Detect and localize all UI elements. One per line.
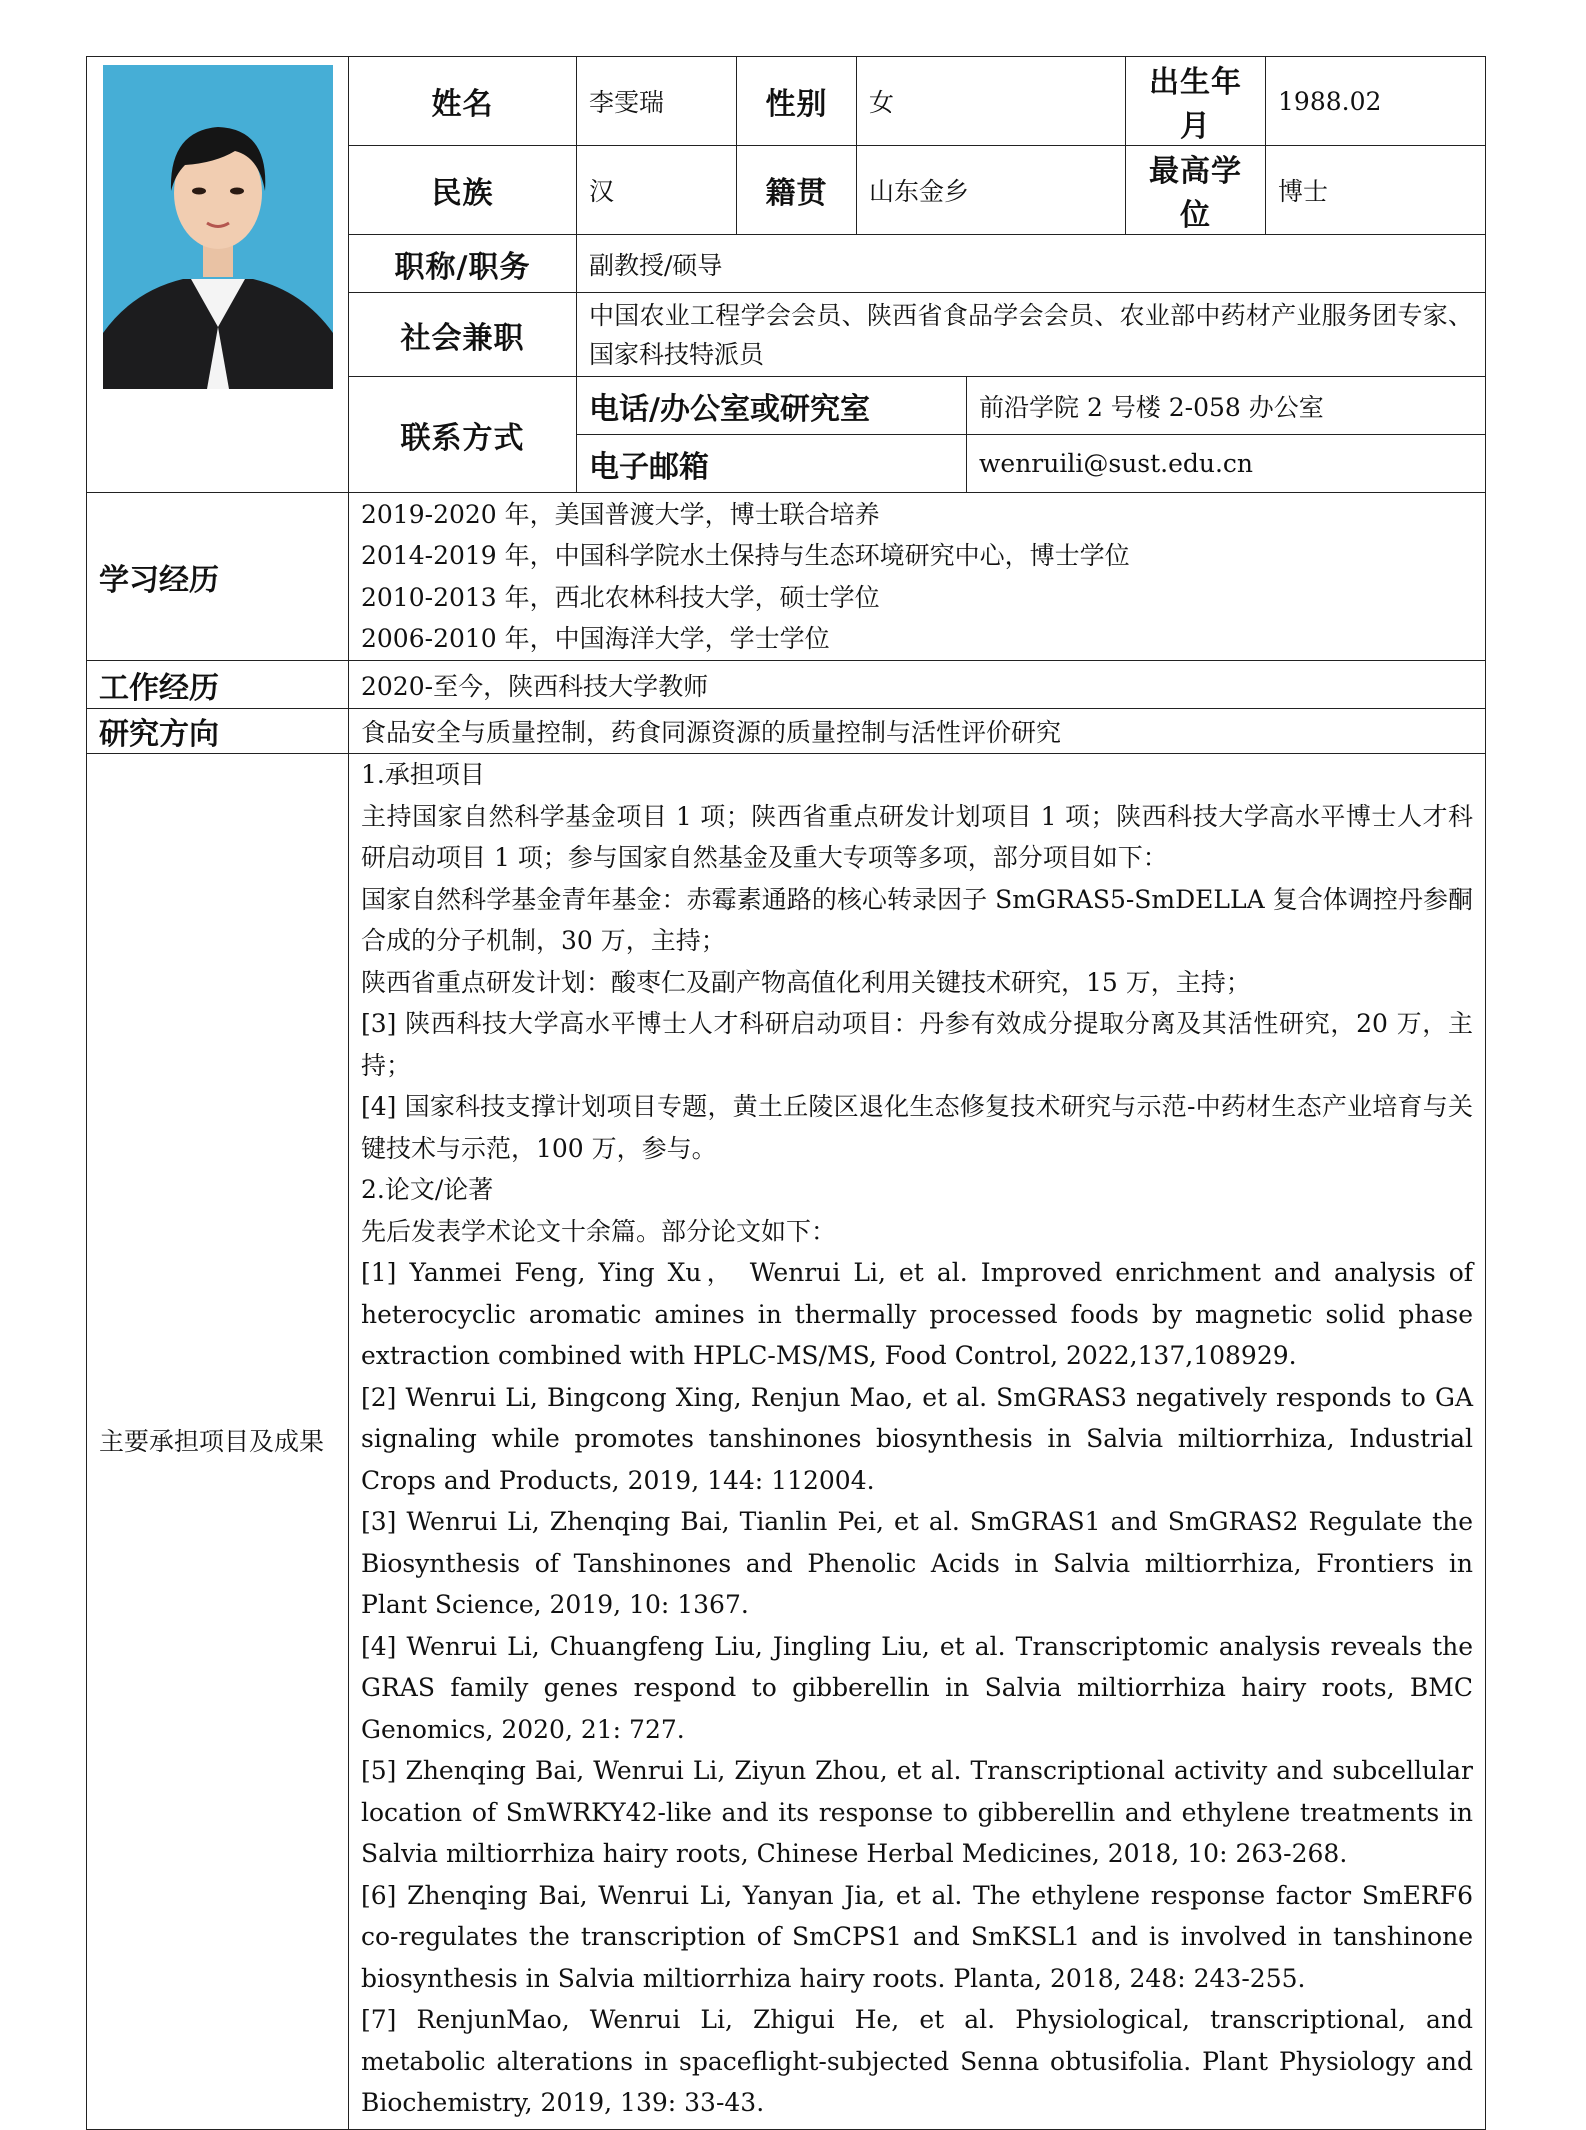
ethnicity-label: 民族 bbox=[349, 146, 577, 235]
project-item: 陕西省重点研发计划：酸枣仁及副产物高值化利用关键技术研究，15 万，主持； bbox=[361, 967, 1251, 997]
education-item: 2010-2013 年，西北农林科技大学，硕士学位 bbox=[361, 582, 880, 612]
contact-label: 联系方式 bbox=[349, 377, 577, 493]
education-label: 学习经历 bbox=[87, 493, 349, 661]
portrait-photo bbox=[103, 65, 333, 389]
native-value: 山东金乡 bbox=[857, 146, 1126, 235]
education-item: 2006-2010 年，中国海洋大学，学士学位 bbox=[361, 624, 830, 653]
research-label: 研究方向 bbox=[87, 709, 349, 754]
social-label: 社会兼职 bbox=[349, 293, 577, 377]
projects-heading: 1.承担项目 bbox=[361, 760, 485, 789]
photo-cell bbox=[87, 57, 349, 493]
office-label: 电话/办公室或研究室 bbox=[577, 377, 967, 435]
email-label: 电子邮箱 bbox=[577, 435, 967, 493]
papers-heading: 2.论文/论著 bbox=[361, 1175, 494, 1204]
title-value: 副教授/硕导 bbox=[577, 235, 1486, 293]
paper-item: [5] Zhenqing Bai, Wenrui Li, Ziyun Zhou, et al. Transcriptional activity and subcellular location of SmWRKY42-like and its response to gibberellin and ethylene treatments in Salvia miltiorrhiza hairy roots, Chinese Herbal Medicines, 2018, 10: 263-268. bbox=[361, 1756, 1474, 1868]
project-item: 主持国家自然科学基金项目 1 项；陕西省重点研发计划项目 1 项；陕西科技大学高水平博士人才科研启动项目 1 项；参与国家自然基金及重大专项等多项，部分项目如下： bbox=[361, 801, 1474, 872]
ethnicity-value: 汉 bbox=[577, 146, 737, 235]
work-value: 2020-至今，陕西科技大学教师 bbox=[349, 661, 1486, 709]
name-value: 李雯瑞 bbox=[577, 57, 737, 146]
gender-label: 性别 bbox=[737, 57, 857, 146]
name-label: 姓名 bbox=[349, 57, 577, 146]
title-label: 职称/职务 bbox=[349, 235, 577, 293]
office-value: 前沿学院 2 号楼 2-058 办公室 bbox=[967, 377, 1486, 435]
research-value: 食品安全与质量控制，药食同源资源的质量控制与活性评价研究 bbox=[349, 709, 1486, 754]
degree-value: 博士 bbox=[1266, 146, 1486, 235]
degree-label: 最高学位 bbox=[1126, 146, 1266, 235]
achievements-content bbox=[349, 754, 1486, 2130]
project-item: [4] 国家科技支撑计划项目专题，黄土丘陵区退化生态修复技术研究与示范-中药材生态产业培育与关键技术与示范，100 万，参与。 bbox=[361, 1092, 1474, 1163]
achievements-label: 主要承担项目及成果 bbox=[87, 754, 349, 2130]
paper-item: [7] RenjunMao, Wenrui Li, Zhigui He, et al. Physiological, transcriptional, and metabolic alterations in spaceflight-subjected Senna obtusifolia. Plant Physiology and Biochemistry, 2019, 139: 33-43. bbox=[361, 2005, 1474, 2117]
birth-value: 1988.02 bbox=[1266, 57, 1486, 146]
paper-item: [2] Wenrui Li, Bingcong Xing, Renjun Mao, et al. SmGRAS3 negatively responds to GA signaling while promotes tanshinones biosynthesis in Salvia miltiorrhiza, Industrial Crops and Products, 2019, 144: 112004. bbox=[361, 1382, 1474, 1495]
birth-label: 出生年月 bbox=[1126, 57, 1266, 146]
education-item: 2019-2020 年，美国普渡大学，博士联合培养 bbox=[361, 499, 880, 529]
portrait-illustration bbox=[103, 65, 333, 389]
paper-item: [1] Yanmei Feng, Ying Xu， Wenrui Li, et al. Improved enrichment and analysis of heterocyclic aromatic amines in thermally processed foods by magnetic solid phase extraction combined with HPLC-MS/MS, Food Control, 2022,137,108929. bbox=[361, 1258, 1474, 1370]
gender-value: 女 bbox=[857, 57, 1126, 146]
paper-item: [6] Zhenqing Bai, Wenrui Li, Yanyan Jia, et al. The ethylene response factor SmERF6 co-regulates the transcription of SmCPS1 and SmKSL1 and is involved in tanshinone biosynthesis in Salvia miltiorrhiza hairy roots. Planta, 2018, 248: 243-255. bbox=[361, 1880, 1474, 1993]
education-list bbox=[349, 493, 1486, 661]
papers-intro: 先后发表学术论文十余篇。部分论文如下： bbox=[361, 1216, 837, 1246]
email-value: wenruili@sust.edu.cn bbox=[967, 435, 1486, 493]
cv-sheet bbox=[86, 56, 1485, 2130]
paper-item: [3] Wenrui Li, Zhenqing Bai, Tianlin Pei, et al. SmGRAS1 and SmGRAS2 Regulate the Biosynthesis of Tanshinones and Phenolic Acids in Salvia miltiorrhiza, Frontiers in Plant Science, 2019, 10: 1367. bbox=[361, 1507, 1474, 1619]
social-value: 中国农业工程学会会员、陕西省食品学会会员、农业部中药材产业服务团专家、国家科技特派员 bbox=[577, 293, 1486, 377]
cv-table bbox=[86, 56, 1486, 2130]
education-item: 2014-2019 年，中国科学院水土保持与生态环境研究中心，博士学位 bbox=[361, 541, 1130, 570]
work-label: 工作经历 bbox=[87, 661, 349, 709]
paper-item: [4] Wenrui Li, Chuangfeng Liu, Jingling Liu, et al. Transcriptomic analysis reveals the GRAS family genes respond to gibberellin in Salvia miltiorrhiza hairy roots, BMC Genomics, 2020, 21: 727. bbox=[361, 1631, 1474, 1744]
native-label: 籍贯 bbox=[737, 146, 857, 235]
project-item: 国家自然科学基金青年基金：赤霉素通路的核心转录因子 SmGRAS5-SmDELLA 复合体调控丹参酮合成的分子机制，30 万，主持； bbox=[361, 884, 1474, 955]
project-item: [3] 陕西科技大学高水平博士人才科研启动项目：丹参有效成分提取分离及其活性研究，20 万，主持； bbox=[361, 1009, 1474, 1080]
